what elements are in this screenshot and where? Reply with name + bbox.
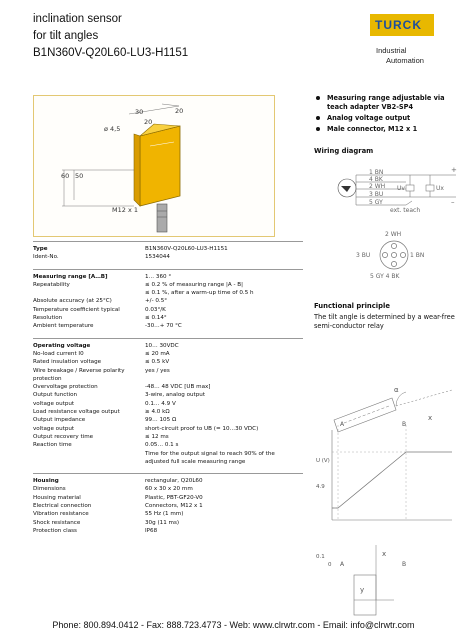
spec-label: Repeatability xyxy=(33,281,70,288)
minus-label: – xyxy=(451,198,455,206)
spec-label: Protection class xyxy=(33,527,77,534)
spec-label: Output impedance xyxy=(33,417,86,424)
spec-row xyxy=(33,519,303,527)
spec-label: Type xyxy=(33,246,48,252)
spec-label: Electrical connection xyxy=(33,503,92,510)
dim-label-5: 60 xyxy=(61,172,70,180)
spec-value: 99… 105 Ω xyxy=(145,417,177,424)
graph-y-label: y xyxy=(360,586,365,594)
spec-row xyxy=(33,245,303,253)
spec-label: Load resistance voltage output xyxy=(33,409,120,416)
spec-label: Housing xyxy=(33,478,59,485)
spec-value: -48… 48 VDC [UB max] xyxy=(145,384,211,391)
pin-5-label: 5 GY xyxy=(369,199,383,206)
tagline-line-1: Industrial xyxy=(376,46,407,55)
feature-list xyxy=(314,94,462,136)
spec-row xyxy=(33,367,303,384)
spec-row xyxy=(33,477,303,485)
spec-row xyxy=(33,510,303,518)
spec-row xyxy=(33,322,303,330)
spec-row xyxy=(33,494,303,502)
footer-contact: Phone: 800.894.0412 - Fax: 888.723.4773 - Web: www.clrwtr.com - Email: info@clrwtr.com xyxy=(52,620,415,630)
plus-label: + xyxy=(451,166,457,174)
spec-value: 0.1… 4.9 V xyxy=(145,400,176,407)
spec-row xyxy=(33,458,303,466)
spec-label: Housing material xyxy=(33,494,81,501)
spec-value: 3-wire, analog output xyxy=(145,392,206,399)
divider xyxy=(33,338,303,339)
page-title xyxy=(33,11,188,62)
spec-label: Measuring range [A…B] xyxy=(33,273,108,280)
divider xyxy=(33,473,303,474)
spec-value: +/- 0.5° xyxy=(145,298,168,305)
x-axis-label: x xyxy=(428,414,433,422)
spec-value: ≥ 4.0 kΩ xyxy=(145,409,170,416)
sensor-drawing-svg xyxy=(34,96,274,236)
spec-value: 30g (11 ms) xyxy=(145,519,180,526)
spec-label: Resolution xyxy=(33,315,63,322)
spec-value: 0.03°/K xyxy=(145,306,166,313)
wiring-svg xyxy=(314,160,460,282)
alpha-label: α xyxy=(394,386,399,394)
spec-value: short-circuit proof to UB (= 10…30 VDC) xyxy=(145,425,259,432)
spec-label: Ambient temperature xyxy=(33,323,94,330)
spec-value: B1N360V-Q20L60-LU3-H1151 xyxy=(145,246,228,252)
spec-row xyxy=(33,450,303,458)
uv-label: Uv xyxy=(397,185,405,192)
dim-label-1: ø 4,5 xyxy=(104,125,121,133)
spec-value: ≤ 12 ms xyxy=(145,433,169,440)
spec-label: Operating voltage xyxy=(33,342,91,349)
spec-value: Connectors, M12 x 1 xyxy=(145,503,203,510)
spec-label: voltage output xyxy=(33,425,75,432)
product-code: B1N360V-Q20L60-LU3-H1151 xyxy=(33,47,189,59)
spec-value: rectangular, Q20L60 xyxy=(145,478,203,485)
logo-text: TURCK xyxy=(375,18,422,32)
spec-row xyxy=(33,485,303,493)
spec-row xyxy=(33,358,303,366)
feature-item: Analog voltage output xyxy=(314,114,462,123)
dim-label-4: 20 xyxy=(175,107,184,115)
spec-value: ≤ 0.14° xyxy=(145,315,167,322)
spec-row xyxy=(33,408,303,416)
spec-label: Overvoltage protection xyxy=(33,384,98,391)
spec-label: Temperature coefficient typical xyxy=(33,306,120,313)
spec-label: Dimensions xyxy=(33,486,66,493)
graph-b-bottom: B xyxy=(402,561,407,568)
functional-diagram xyxy=(314,370,454,620)
spec-row xyxy=(33,350,303,358)
dimension-drawing xyxy=(33,95,275,237)
ux-label: Ux xyxy=(436,185,444,192)
spec-value: 0.05… 0.1 s xyxy=(145,442,179,449)
zero-label: 0 xyxy=(328,562,332,568)
spec-label: Output recovery time xyxy=(33,433,94,440)
spec-row xyxy=(33,400,303,408)
spec-row xyxy=(33,342,303,350)
spec-row xyxy=(33,281,303,289)
spec-row xyxy=(33,416,303,424)
spec-value: 10… 30VDC xyxy=(145,342,179,349)
spec-value: adjusted full scale measuring range xyxy=(145,458,246,465)
wiring-title: Wiring diagram xyxy=(314,147,374,155)
v49-label: 4.9 xyxy=(316,484,325,490)
conn-top-label: 2 WH xyxy=(385,231,402,238)
functional-svg xyxy=(314,370,454,620)
spec-value: ≤ 0.5 kV xyxy=(145,359,170,366)
spec-row xyxy=(33,253,303,261)
spec-label: Wire breakage / Reverse polarity protection xyxy=(33,367,125,382)
spec-row xyxy=(33,433,303,441)
spec-label: Output function xyxy=(33,392,78,399)
v01-label: 0.1 xyxy=(316,554,325,560)
conn-left-label: 3 BU xyxy=(356,252,371,259)
divider xyxy=(33,269,303,270)
conn-bottom-label: 5 GY 4 BK xyxy=(370,273,400,280)
spec-value: yes / yes xyxy=(145,367,170,374)
wiring-diagram xyxy=(314,160,460,282)
spec-label: voltage output xyxy=(33,400,75,407)
spec-value: Time for the output signal to reach 90% of the xyxy=(145,450,275,457)
spec-value: 1534044 xyxy=(145,254,170,261)
spec-row xyxy=(33,441,303,449)
spec-row xyxy=(33,425,303,433)
spec-row xyxy=(33,391,303,399)
feature-item: Measuring range adjustable via teach adapter VB2-SP4 xyxy=(314,94,462,112)
dim-label-7: M12 x 1 xyxy=(112,206,138,214)
spec-value: Plastic, PBT-GF20-V0 xyxy=(145,494,203,501)
graph-a-top: A xyxy=(340,421,345,428)
spec-label: Ident-No. xyxy=(33,254,59,261)
spec-value: 55 Hz (1 mm) xyxy=(145,511,184,518)
spec-value: 60 x 30 x 20 mm xyxy=(145,486,193,493)
spec-row xyxy=(33,502,303,510)
spec-value: ≤ 0.2 % of measuring range |A - B| xyxy=(145,281,243,288)
spec-row xyxy=(33,289,303,297)
spec-value: ≤ 20 mA xyxy=(145,350,170,357)
conn-right-label: 1 BN xyxy=(410,252,425,259)
spec-value: IP68 xyxy=(145,527,158,534)
title-line-2: for tilt angles xyxy=(33,30,99,42)
spec-row xyxy=(33,314,303,322)
tagline xyxy=(376,46,424,66)
spec-row xyxy=(33,297,303,305)
teach-label: ext. teach xyxy=(390,207,421,214)
graph-b-top: B xyxy=(402,421,407,428)
specs-table xyxy=(33,239,303,535)
spec-label: Absolute accuracy (at 25°C) xyxy=(33,298,112,305)
graph-x-label: x xyxy=(382,550,387,558)
dim-label-3: 20 xyxy=(144,118,153,126)
functional-title: Functional principle xyxy=(314,302,390,310)
pin-3-label: 3 BU xyxy=(369,191,384,198)
spec-row xyxy=(33,273,303,281)
uv-axis-label: U (V) xyxy=(316,458,330,464)
spec-label: Reaction time xyxy=(33,442,72,449)
spec-row xyxy=(33,527,303,535)
spec-value: ≤ 0.1 %, after a warm-up time of 0.5 h xyxy=(145,290,254,297)
spec-label: Rated insulation voltage xyxy=(33,359,102,366)
spec-label: No-load current I0 xyxy=(33,350,84,357)
spec-label: Vibration resistance xyxy=(33,511,89,518)
spec-label: Shock resistance xyxy=(33,519,81,526)
dim-label-2: 30 xyxy=(135,108,144,116)
spec-row xyxy=(33,383,303,391)
functional-text: The tilt angle is determined by a wear-free semi-conductor relay xyxy=(314,313,455,330)
spec-value: -30…+ 70 °C xyxy=(145,323,182,330)
dim-label-6: 50 xyxy=(75,172,84,180)
graph-a-bottom: A xyxy=(340,561,345,568)
title-line-1: inclination sensor xyxy=(33,13,122,25)
spec-value: 1… 360 ° xyxy=(145,273,172,280)
feature-item: Male connector, M12 x 1 xyxy=(314,125,462,134)
divider xyxy=(33,241,303,242)
pin-2-label: 2 WH xyxy=(369,183,386,190)
tagline-line-2: Automation xyxy=(386,56,424,65)
pin-4-label: 4 BK xyxy=(369,176,383,183)
pin-1-label: 1 BN xyxy=(369,169,384,176)
spec-row xyxy=(33,306,303,314)
